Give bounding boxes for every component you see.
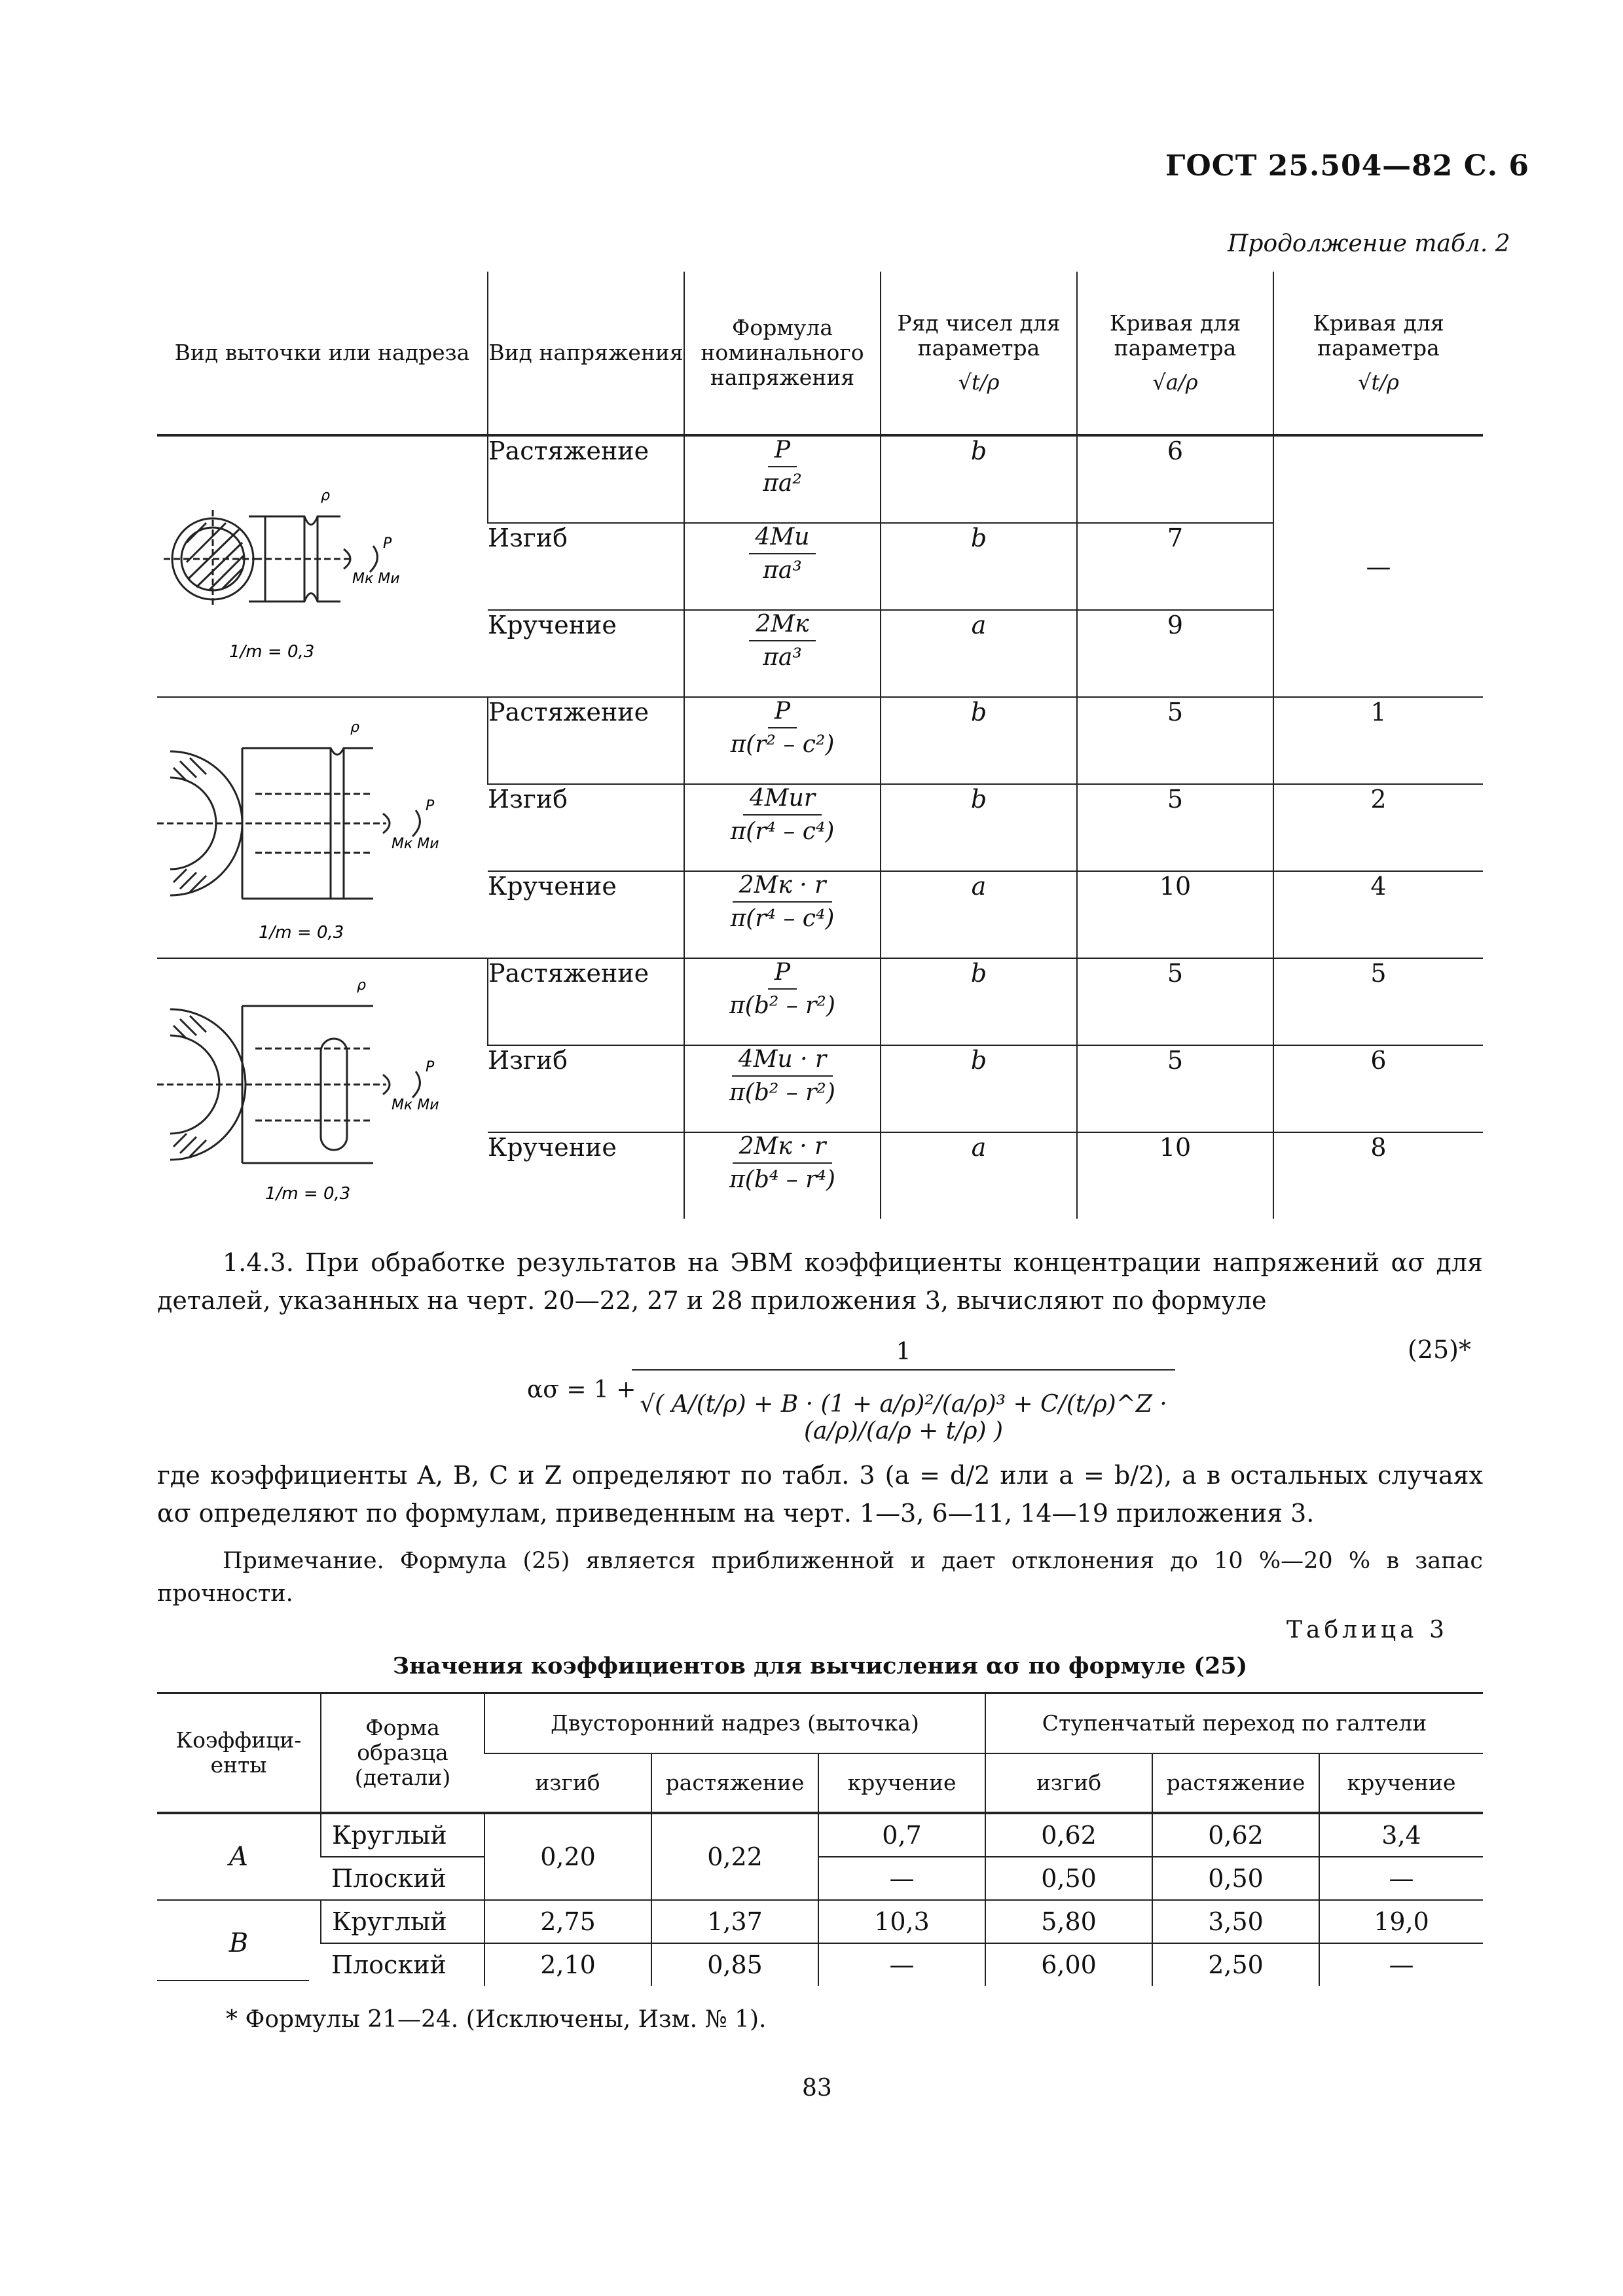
stress-type: Кручение — [488, 871, 684, 958]
nominal-stress-formula — [684, 958, 881, 1045]
form-cell: Круглый — [321, 1813, 484, 1857]
form-cell: Плоский — [321, 1857, 484, 1900]
value-cell: 19,0 — [1319, 1900, 1483, 1943]
drawing-round-groove — [157, 435, 488, 697]
value-cell: 6,00 — [985, 1943, 1152, 1986]
value-cell: 0,22 — [651, 1813, 818, 1900]
col-header-curve-a — [1077, 272, 1273, 435]
col-header-groove: Двусторонний надрез (выточка) — [484, 1693, 985, 1754]
mk-mi-label-3: Мк Ми — [392, 1096, 439, 1113]
curve-a-value: 7 — [1077, 523, 1273, 610]
value-cell: 0,62 — [985, 1813, 1152, 1857]
drawing-label-2: 1/m = 0,3 — [259, 922, 344, 942]
col-header-coef: Коэффици-енты — [157, 1693, 321, 1814]
col-header-groove: Вид выточки или надреза — [157, 272, 488, 435]
value-cell: 10,3 — [818, 1900, 985, 1943]
nominal-stress-formula — [684, 871, 881, 958]
curve-a-value: 6 — [1077, 435, 1273, 523]
sqrt-t-rho-symbol-2: √t/ρ — [1358, 370, 1399, 395]
col-header-step: Ступенчатый переход по галтели — [985, 1693, 1483, 1754]
formula-denominator: π(r⁴ – c⁴) — [730, 818, 835, 845]
curve-t-header-text: Кривая для параметра — [1313, 310, 1444, 361]
value-cell: 2,50 — [1152, 1943, 1319, 1986]
nominal-stress-formula — [684, 1132, 881, 1219]
sub-header: кручение — [818, 1753, 985, 1813]
series-value: b — [881, 1045, 1077, 1132]
formula-numerator: P — [768, 698, 797, 728]
col-header-stress: Вид напряжения — [488, 272, 684, 435]
curve-a-value: 5 — [1077, 697, 1273, 784]
value-cell: 0,85 — [651, 1943, 818, 1986]
rho-label-2: ρ — [350, 719, 359, 736]
table-2 — [157, 272, 1483, 1219]
stress-type: Растяжение — [488, 435, 684, 523]
nominal-stress-formula — [684, 697, 881, 784]
formula-numerator: 4Mи — [749, 524, 816, 554]
curve-a-value: 5 — [1077, 784, 1273, 871]
value-cell: — — [818, 1943, 985, 1986]
series-value: b — [881, 784, 1077, 871]
sub-header: растяжение — [651, 1753, 818, 1813]
value-cell: — — [1319, 1857, 1483, 1900]
nominal-stress-formula — [684, 435, 881, 523]
value-cell: 0,50 — [1152, 1857, 1319, 1900]
value-cell: — — [1319, 1943, 1483, 1986]
sqrt-a-rho-symbol: √a/ρ — [1152, 370, 1198, 395]
col-header-series — [881, 272, 1077, 435]
nominal-stress-formula — [684, 1045, 881, 1132]
value-cell: 2,10 — [484, 1943, 651, 1986]
curve-a-value: 5 — [1077, 958, 1273, 1045]
sub-header: кручение — [1319, 1753, 1483, 1813]
value-cell: 2,75 — [484, 1900, 651, 1943]
stress-type: Изгиб — [488, 1045, 684, 1132]
value-cell: — — [818, 1857, 985, 1900]
table-3 — [157, 1692, 1483, 1986]
nominal-stress-formula — [684, 523, 881, 610]
curve-a-value: 9 — [1077, 610, 1273, 697]
stress-type: Изгиб — [488, 523, 684, 610]
drawing-label-1: 1/m = 0,3 — [229, 641, 315, 662]
curve-a-value: 5 — [1077, 1045, 1273, 1132]
value-cell: 3,50 — [1152, 1900, 1319, 1943]
groove-drawing-3 — [157, 960, 484, 1215]
series-value: b — [881, 958, 1077, 1045]
formula-numerator: 1 — [632, 1338, 1175, 1371]
formula-numerator: P — [768, 959, 797, 990]
p-label-2: P — [426, 797, 435, 814]
formula-numerator: 4Mи · r — [732, 1046, 833, 1077]
formula-numerator: 2Mк · r — [733, 1133, 833, 1164]
series-value: b — [881, 523, 1077, 610]
p-label-1: P — [383, 535, 392, 552]
col-header-curve-t — [1273, 272, 1483, 435]
sub-header: растяжение — [1152, 1753, 1319, 1813]
formula-numerator: P — [768, 437, 797, 467]
note-paragraph: Примечание. Формула (25) является приближенной и дает отклонения до 10 %—20 % в запас прочности. — [157, 1548, 1483, 1607]
formula-denominator: πa² — [763, 470, 802, 497]
nominal-stress-formula — [684, 784, 881, 871]
formula-denominator: π(r⁴ – c⁴) — [730, 905, 835, 932]
series-value: a — [881, 610, 1077, 697]
stress-type: Кручение — [488, 1132, 684, 1219]
value-cell: 0,7 — [818, 1813, 985, 1857]
curve-a-value: 10 — [1077, 1132, 1273, 1219]
value-cell: 0,20 — [484, 1813, 651, 1900]
formula-denominator: π(b² – r²) — [729, 1079, 835, 1106]
value-cell: 0,50 — [985, 1857, 1152, 1900]
footnote-divider — [157, 1980, 309, 1981]
paragraph-coefficients: где коэффициенты A, B, C и Z определяют по табл. 3 (a = d/2 или a = b/2), а в остальных случаях ασ определяют по формулам, приведенным на черт. 1—3, 6—11, 14—19 приложения 3. — [157, 1461, 1483, 1528]
series-header-text: Ряд чисел для параметра — [897, 310, 1061, 361]
value-cell: 1,37 — [651, 1900, 818, 1943]
table-3-title: Значения коэффициентов для вычисления ασ по формуле (25) — [392, 1653, 1248, 1679]
p-label-3: P — [426, 1058, 435, 1075]
drawing-hollow-groove — [157, 697, 488, 958]
curve-t-value: 4 — [1273, 871, 1483, 958]
formula-denominator: π(b⁴ – r⁴) — [729, 1166, 835, 1193]
curve-t-value: 6 — [1273, 1045, 1483, 1132]
mk-mi-label-2: Мк Ми — [392, 835, 439, 852]
value-cell: 5,80 — [985, 1900, 1152, 1943]
stress-type: Кручение — [488, 610, 684, 697]
formula-numerator: 2Mк · r — [733, 872, 833, 903]
formula-denominator: π(b² – r²) — [729, 992, 835, 1019]
rho-label-1: ρ — [321, 487, 330, 504]
coef-a: A — [157, 1813, 321, 1900]
footnote: * Формулы 21—24. (Исключены, Изм. № 1). — [226, 2006, 767, 2033]
rho-label-3: ρ — [357, 977, 366, 994]
page-header: ГОСТ 25.504—82 С. 6 — [1165, 149, 1530, 183]
curve-t-value: 8 — [1273, 1132, 1483, 1219]
form-cell: Круглый — [321, 1900, 484, 1943]
series-value: b — [881, 435, 1077, 523]
curve-t-value: — — [1273, 435, 1483, 697]
drawing-label-3: 1/m = 0,3 — [265, 1183, 351, 1204]
coef-b: B — [157, 1900, 321, 1986]
groove-drawing-2 — [157, 699, 484, 954]
curve-t-value: 1 — [1273, 697, 1483, 784]
form-cell: Плоский — [321, 1943, 484, 1986]
formula-denominator: πa³ — [763, 557, 802, 584]
sqrt-t-rho-symbol: √t/ρ — [958, 370, 1000, 395]
nominal-stress-formula — [684, 610, 881, 697]
series-value: a — [881, 871, 1077, 958]
sub-header: изгиб — [484, 1753, 651, 1813]
series-value: b — [881, 697, 1077, 784]
col-header-formula: Формула номинального напряжения — [684, 272, 881, 435]
formula-denominator: πa³ — [763, 644, 802, 671]
curve-t-value: 5 — [1273, 958, 1483, 1045]
formula-numerator: 4Mиr — [743, 785, 822, 816]
mk-mi-label-1: Мк Ми — [352, 570, 400, 587]
page-number: 83 — [802, 2075, 832, 2102]
formula-denominator: π(r² – c²) — [730, 731, 835, 758]
curve-t-value: 2 — [1273, 784, 1483, 871]
sub-header: изгиб — [985, 1753, 1152, 1813]
curve-a-header-text: Кривая для параметра — [1109, 310, 1241, 361]
stress-type: Изгиб — [488, 784, 684, 871]
stress-type: Растяжение — [488, 697, 684, 784]
value-cell: 0,62 — [1152, 1813, 1319, 1857]
series-value: a — [881, 1132, 1077, 1219]
groove-drawing-1 — [157, 438, 484, 693]
value-cell: 3,4 — [1319, 1813, 1483, 1857]
drawing-slot-groove — [157, 958, 488, 1219]
formula-lhs: ασ = 1 + — [527, 1376, 636, 1403]
table-3-label: Таблица 3 — [1286, 1617, 1448, 1643]
formula-number: (25)* — [1408, 1335, 1472, 1364]
formula-denominator: √( A/(t/ρ) + B · (1 + a/ρ)²/(a/ρ)³ + C/(t/ρ)^Z · (a/ρ)/(a/ρ + t/ρ) ) — [640, 1391, 1167, 1444]
formula-numerator: 2Mк — [749, 611, 815, 641]
col-header-form: Форма образца (детали) — [321, 1693, 484, 1814]
curve-a-value: 10 — [1077, 871, 1273, 958]
table-continuation-label: Продолжение табл. 2 — [1228, 230, 1510, 257]
paragraph-1-4-3: 1.4.3. При обработке результатов на ЭВМ коэффициенты концентрации напряжений ασ для деталей, указанных на черт. 20—22, 27 и 28 приложения 3, вычисляют по формуле — [157, 1248, 1483, 1315]
stress-type: Растяжение — [488, 958, 684, 1045]
